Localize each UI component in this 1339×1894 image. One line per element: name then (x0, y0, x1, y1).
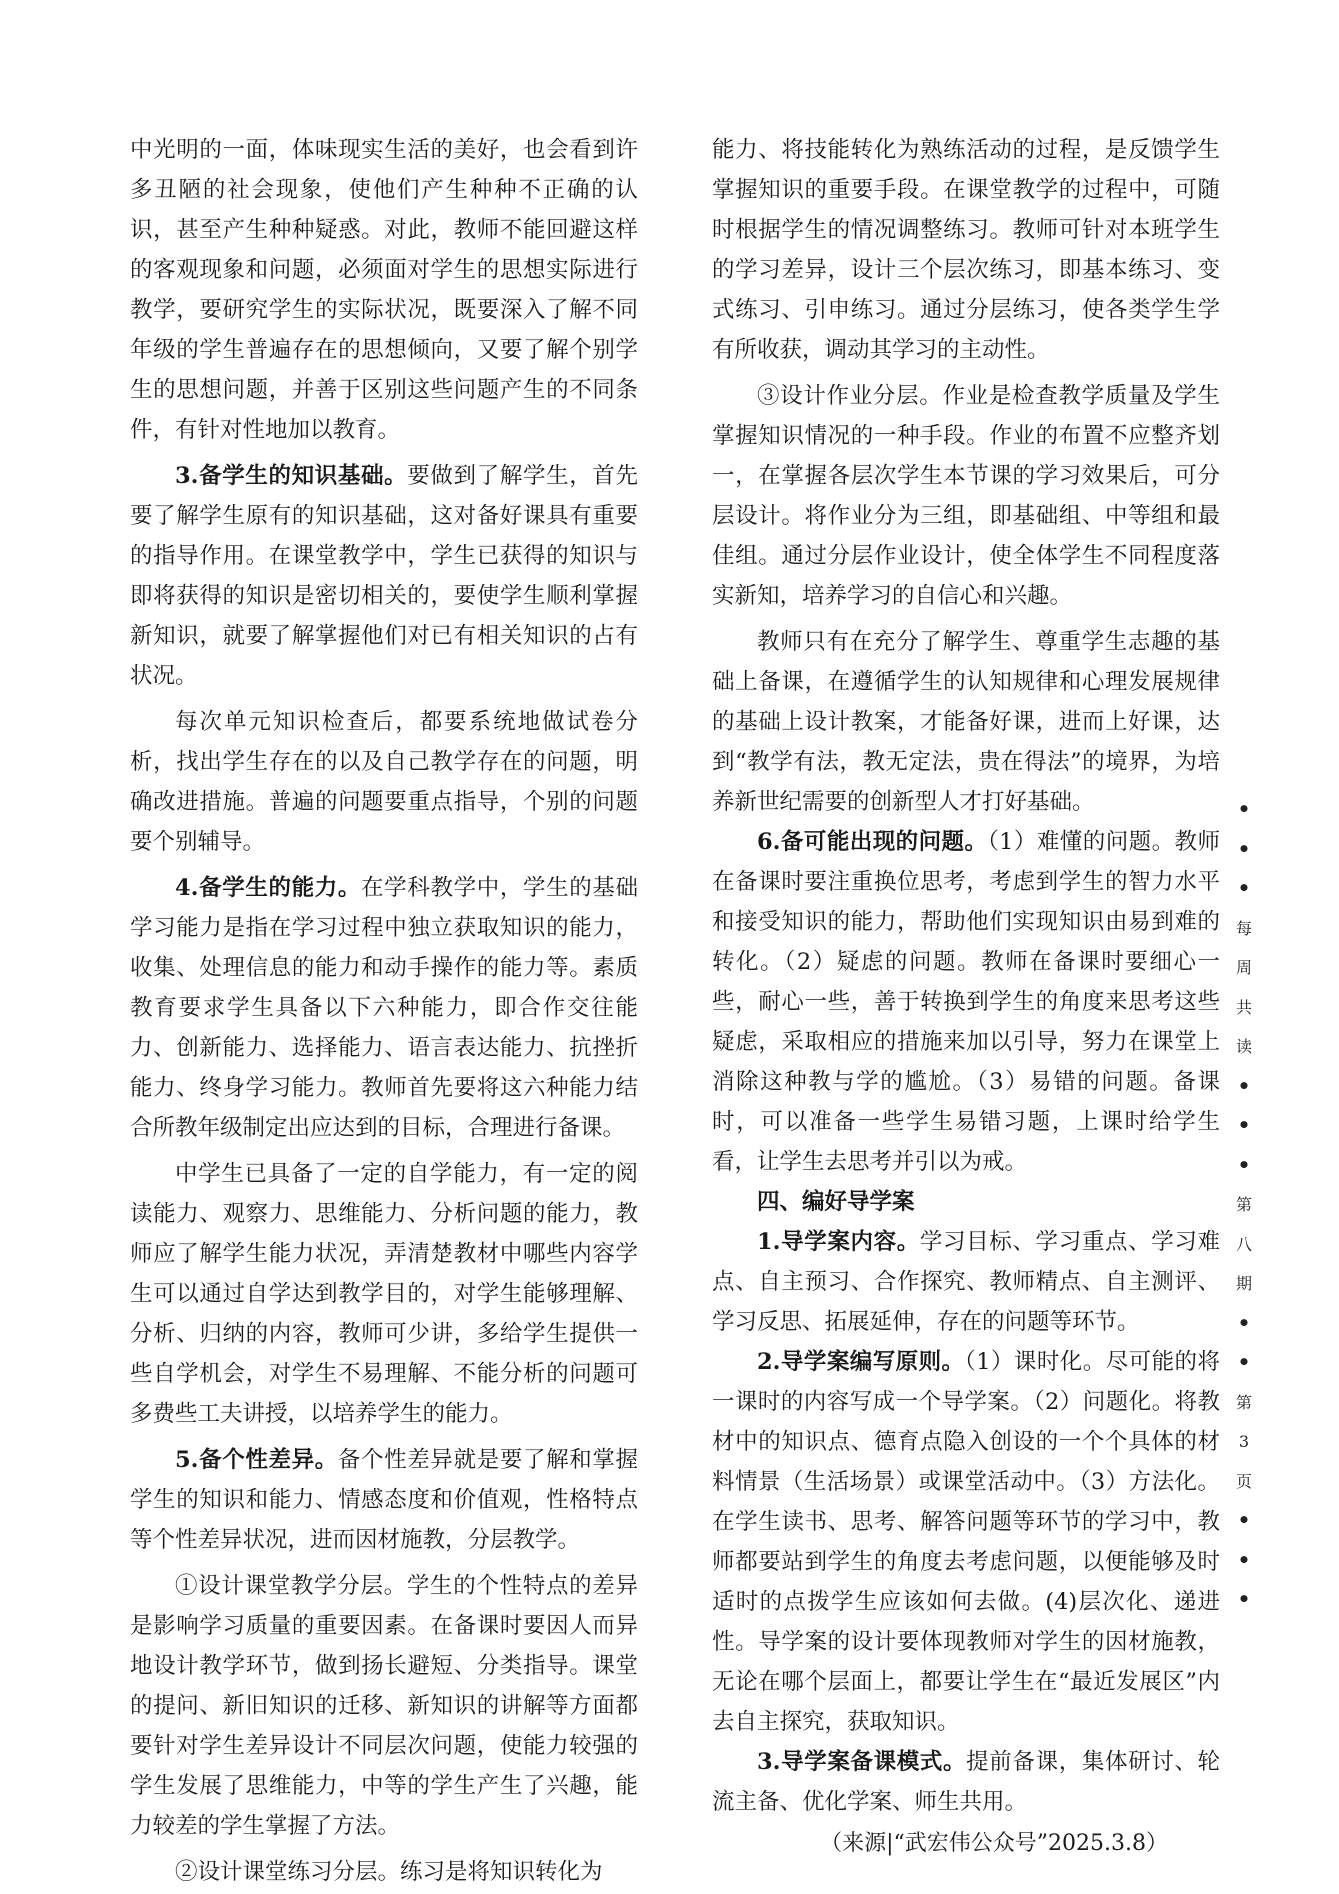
sidebar-dot: • (1237, 797, 1251, 821)
paragraph: 教师只有在充分了解学生、尊重学生志趣的基础上备课，在遵循学生的认知规律和心理发展规律的基础上设计教案，才能备好课，进而上好课，达到“教学有法，教无定法，贵在得法”的境界，为培养新世纪需要的创新型人才打好基础。 (712, 629, 1220, 815)
sidebar-dot: • (1237, 1152, 1251, 1177)
paragraph: ②设计课堂练习分层。练习是将知识转化为 (175, 1859, 603, 1885)
sidebar-dot: • (1237, 836, 1251, 861)
section-3-paragraph (130, 456, 638, 696)
source-citation: （来源|“武宏伟公众号”2025.3.8） (820, 1831, 1168, 1856)
sidebar-dot: • (1237, 1073, 1251, 1098)
section-6-text: （1）难懂的问题。教师在备课时要注重换位思考，考虑到学生的智力水平和接受知识的能力，帮助他们实现知识由易到难的转化。（2）疑虑的问题。教师在备课时要细心一些，耐心一些，善于转换到学生的角度来思考这些疑虑，采取相应的措施来加以引导，努力在课堂上消除这种教与学的尴尬。（3）易错的问题。备课时，可以准备一些学生易错习题，上课时给学生看，让学生去思考并引以为戒。 (712, 829, 1220, 1175)
section-4-paragraph (130, 868, 638, 1148)
sidebar-char: 第 (1235, 1392, 1252, 1412)
sidebar-dot: • (1237, 1587, 1251, 1611)
section-3-heading: 3.备学生的知识基础。 (175, 463, 408, 489)
paragraph: 中学生已具备了一定的自学能力，有一定的阅读能力、观察力、思维能力、分析问题的能力，教师应了解学生能力状况，弄清楚教材中哪些内容学生可以通过自学达到教学目的，对学生能够理解、分析、归纳的内容，教师可少讲，多给学生提供一些自学机会，对学生不易理解、不能分析的问题可多费些工夫讲授，以培养学生的能力。 (130, 1161, 638, 1427)
subsection-2-heading: 2.导学案编写原则。 (757, 1349, 965, 1375)
sidebar-char: 页 (1235, 1471, 1252, 1491)
section-4-text: 在学科教学中，学生的基础学习能力是指在学习过程中独立获取知识的能力，收集、处理信息的能力和动手操作的能力等。素质教育要求学生具备以下六种能力，即合作交往能力、创新能力、选择能力、语言表达能力、抗挫折能力、终身学习能力。教师首先要将这六种能力结合所教年级制定出应达到的目标，合理进行备课。 (130, 875, 638, 1141)
sidebar-dot: • (1237, 1350, 1251, 1374)
sidebar-dot: • (1237, 1310, 1251, 1335)
section-4-heading: 4.备学生的能力。 (175, 875, 362, 901)
sidebar-char: 第 (1235, 1195, 1252, 1214)
section-5-text: 备个性差异就是要了解和掌握学生的知识和能力、情感态度和价值观，性格特点等个性差异状况，进而因材施教，分层教学。 (130, 1447, 638, 1553)
subsection-1-heading: 1.导学案内容。 (757, 1229, 920, 1255)
sidebar-char: 读 (1235, 1037, 1252, 1056)
sidebar-char: 共 (1235, 997, 1252, 1017)
sidebar-char: 八 (1235, 1234, 1252, 1254)
section-5-heading: 5.备个性差异。 (175, 1447, 338, 1473)
sidebar-char: 3 (1238, 1432, 1250, 1451)
sidebar-char: 期 (1235, 1274, 1252, 1293)
sidebar-dot: • (1237, 1547, 1251, 1572)
subsection-1-paragraph (712, 1222, 1220, 1342)
paragraph: ③设计作业分层。作业是检查教学质量及学生掌握知识情况的一种手段。作业的布置不应整齐划一，在掌握各层次学生本节课的学习效果后，可分层设计。将作业分为三组，即基础组、中等组和最佳组。通过分层作业设计，使全体学生不同程度落实新知，培养学习的自信心和兴趣。 (712, 383, 1220, 609)
subsection-1-text: 学习目标、学习重点、学习难点、自主预习、合作探究、教师精点、自主测评、学习反思、拓展延伸，存在的问题等环节。 (712, 1229, 1220, 1335)
paragraph: 每次单元知识检查后，都要系统地做试卷分析，找出学生存在的以及自己教学存在的问题，明确改进措施。普遍的问题要重点指导，个别的问题要个别辅导。 (130, 709, 638, 855)
subsection-2-text: （1）课时化。尽可能的将一课时的内容写成一个导学案。（2）问题化。将教材中的知识点、德育点隐入创设的一个个具体的材料情景（生活场景）或课堂活动中。（3）方法化。在学生读书、思考、解答问题等环节的学习中，教师都要站到学生的角度去考虑问题，以便能够及时适时的点拨学生应该如何去做。(4)层次化、递进性。导学案的设计要体现教师对学生的因材施教，无论在哪个层面上，都要让学生在“最近发展区”内去自主探究，获取知识。 (712, 1349, 1220, 1735)
section-3-text: 要做到了解学生，首先要了解学生原有的知识基础，这对备好课具有重要的指导作用。在课堂教学中，学生已获得的知识与即将获得的知识是密切相关的，要使学生顺利掌握新知识，就要了解掌握他们对已有相关知识的占有状况。 (130, 463, 638, 689)
subsection-3-paragraph (712, 1742, 1220, 1822)
sidebar-char: 周 (1235, 958, 1252, 977)
left-column (130, 130, 638, 1892)
right-column (712, 130, 1220, 1864)
sidebar-dot: • (1237, 876, 1251, 900)
subsection-3-text: 提前备课，集体研讨、轮流主备、优化学案、师生共用。 (712, 1749, 1220, 1815)
subsection-2-paragraph (712, 1342, 1220, 1742)
paragraph: 能力、将技能转化为熟练活动的过程，是反馈学生掌握知识的重要手段。在课堂教学的过程中，可随时根据学生的情况调整练习。教师可针对本班学生的学习差异，设计三个层次练习，即基本练习、变式练习、引申练习。通过分层练习，使各类学生学有所收获，调动其学习的主动性。 (712, 137, 1220, 363)
sidebar-dot: • (1237, 1113, 1251, 1137)
subsection-3-heading: 3.导学案备课模式。 (757, 1749, 967, 1775)
section-5-paragraph (130, 1440, 638, 1560)
section-6-paragraph (712, 822, 1220, 1182)
paragraph: ①设计课堂教学分层。学生的个性特点的差异是影响学习质量的重要因素。在备课时要因人而异地设计教学环节，做到扬长避短、分类指导。课堂的提问、新旧知识的迁移、新知识的讲解等方面都要针对学生差异设计不同层次问题，使能力较强的学生发展了思维能力，中等的学生产生了兴趣，能力较差的学生掌握了方法。 (130, 1573, 638, 1839)
paragraph: 中光明的一面，体味现实生活的美好，也会看到许多丑陋的社会现象，使他们产生种种不正确的认识，甚至产生种种疑惑。对此，教师不能回避这样的客观现象和问题，必须面对学生的思想实际进行教学，要研究学生的实际状况，既要深入了解不同年级的学生普遍存在的思想倾向，又要了解个别学生的思想问题，并善于区别这些问题产生的不同条件，有针对性地加以教育。 (130, 137, 638, 443)
section-four-heading: 四、编好导学案 (757, 1189, 915, 1215)
sidebar-char: 每 (1235, 918, 1252, 938)
sidebar-dot: • (1237, 1508, 1251, 1532)
section-6-heading: 6.备可能出现的问题。 (757, 829, 988, 855)
vertical-issue-label (1232, 790, 1256, 1620)
